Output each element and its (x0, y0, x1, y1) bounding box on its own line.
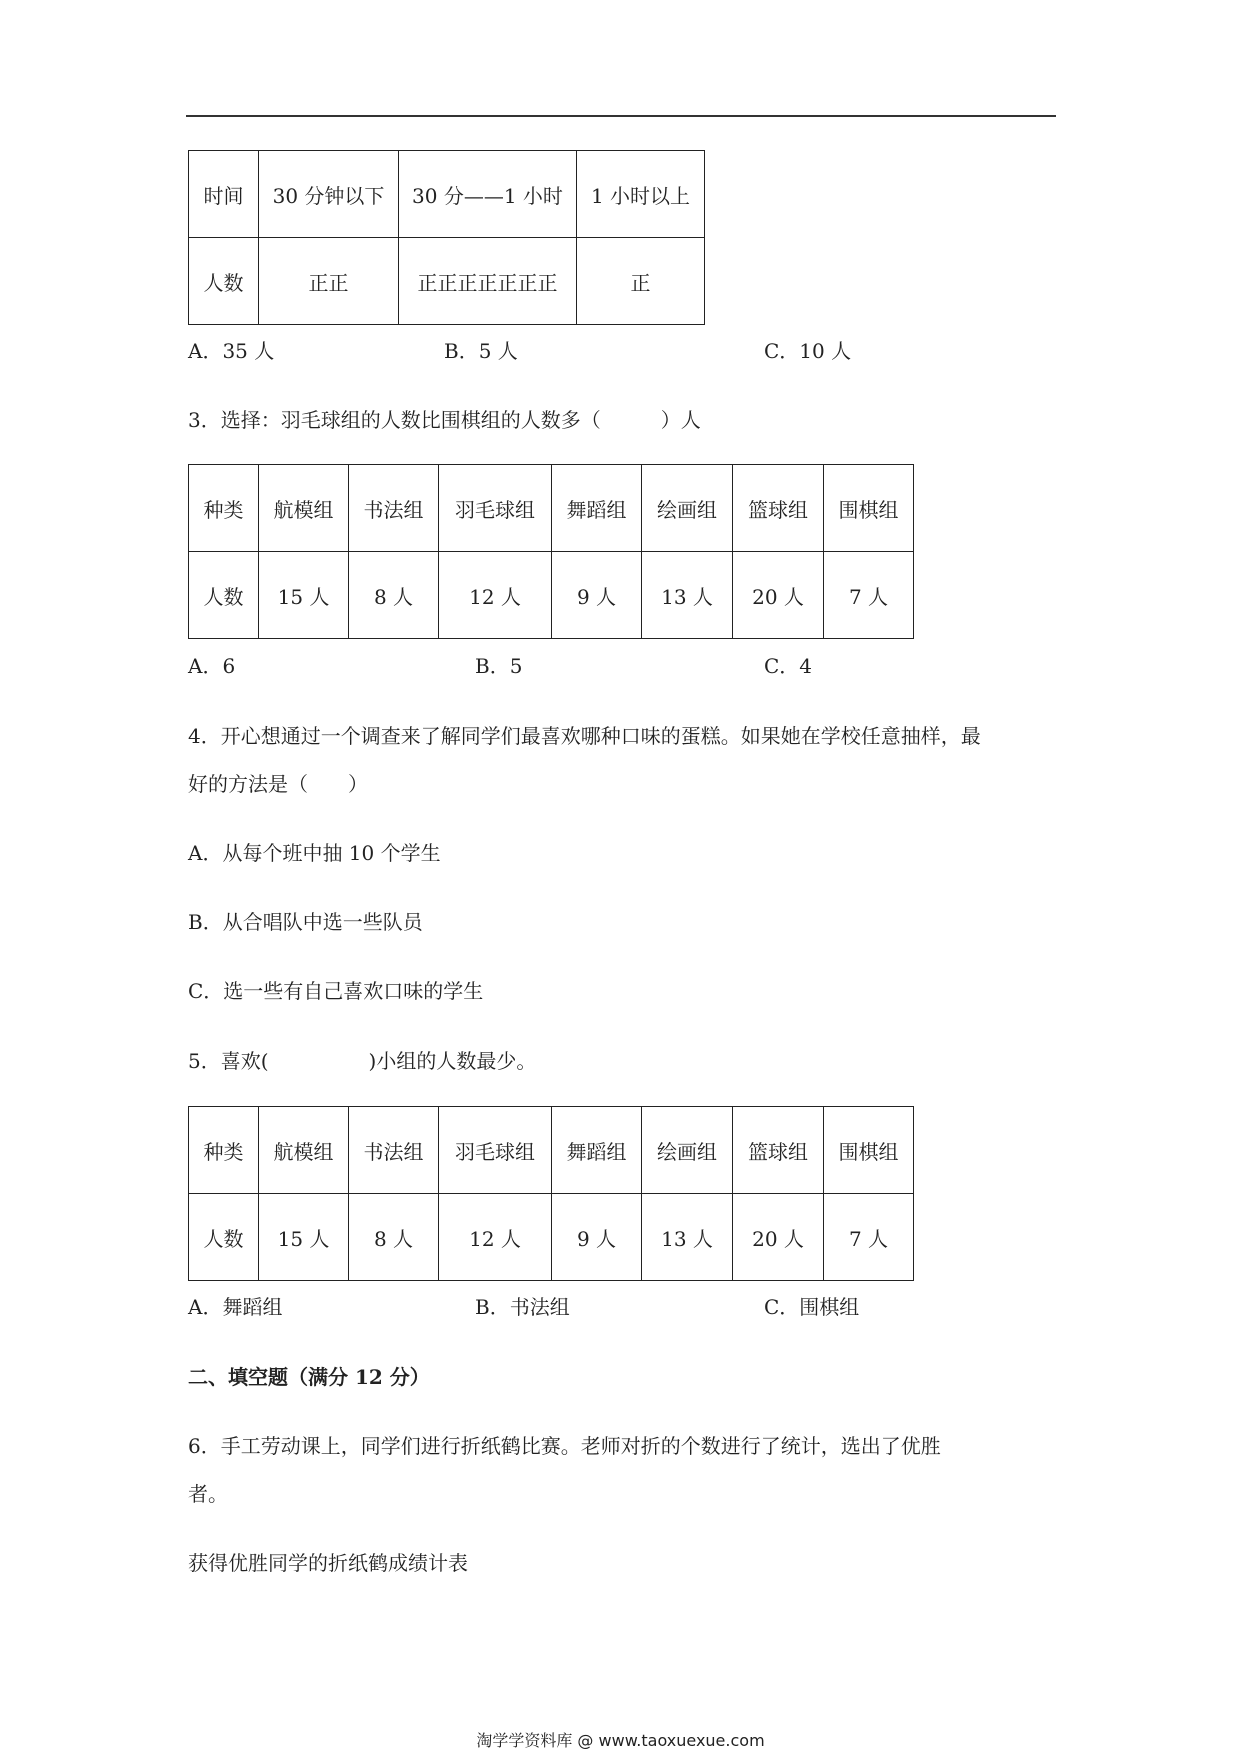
q4-option-a: A．从每个班中抽 10 个学生 (188, 841, 441, 865)
q3-option-b: B．5 (475, 654, 523, 678)
table-cell: 航模组 (259, 1107, 349, 1194)
table-cell: 7 人 (824, 552, 914, 639)
table-cell: 书法组 (349, 1107, 439, 1194)
table-cell: 围棋组 (824, 465, 914, 552)
table-cell: 篮球组 (733, 465, 824, 552)
section-heading: 二、填空题（满分 12 分） (188, 1365, 430, 1389)
table-cell: 9 人 (552, 552, 642, 639)
q6-caption: 获得优胜同学的折纸鹤成绩计表 (188, 1551, 468, 1575)
q3-option-a: A．6 (188, 654, 236, 678)
table-cell: 航模组 (259, 465, 349, 552)
q4-line2: 好的方法是（ ） (188, 772, 368, 796)
q3-table (188, 464, 914, 639)
q2-option-b: B．5 人 (444, 339, 518, 363)
table-cell: 羽毛球组 (439, 465, 552, 552)
top-rule (186, 115, 1056, 117)
table-cell: 人数 (189, 552, 259, 639)
table-cell: 30 分——1 小时 (399, 151, 577, 238)
q6-line2: 者。 (188, 1482, 228, 1506)
table-cell: 种类 (189, 1107, 259, 1194)
footer-watermark: 淘学学资料库 @ www.taoxuexue.com (476, 1731, 765, 1750)
q2-option-c: C．10 人 (764, 339, 852, 363)
table-cell: 书法组 (349, 465, 439, 552)
table-cell: 绘画组 (642, 465, 733, 552)
table-cell: 12 人 (439, 552, 552, 639)
table-cell: 绘画组 (642, 1107, 733, 1194)
table-cell: 正 (577, 238, 705, 325)
table-cell: 12 人 (439, 1194, 552, 1281)
q5-option-a: A．舞蹈组 (188, 1295, 283, 1319)
q3-option-c: C．4 (764, 654, 813, 678)
table-cell: 20 人 (733, 1194, 824, 1281)
table-cell: 30 分钟以下 (259, 151, 399, 238)
q5-option-b: B．书法组 (475, 1295, 570, 1319)
table-cell: 15 人 (259, 1194, 349, 1281)
table-cell: 13 人 (642, 1194, 733, 1281)
time-table (188, 150, 705, 325)
table-cell: 舞蹈组 (552, 1107, 642, 1194)
table-cell: 9 人 (552, 1194, 642, 1281)
table-cell: 舞蹈组 (552, 465, 642, 552)
table-cell: 羽毛球组 (439, 1107, 552, 1194)
table-cell: 正正正正正正正 (399, 238, 577, 325)
table-cell: 8 人 (349, 552, 439, 639)
q5-option-c: C．围棋组 (764, 1295, 860, 1319)
q3-question: 3．选择：羽毛球组的人数比围棋组的人数多（ ）人 (188, 408, 701, 432)
q4-option-b: B．从合唱队中选一些队员 (188, 910, 423, 934)
table-cell: 围棋组 (824, 1107, 914, 1194)
table-cell: 正正 (259, 238, 399, 325)
table-cell: 20 人 (733, 552, 824, 639)
table-cell: 人数 (189, 1194, 259, 1281)
q4-option-c: C．选一些有自己喜欢口味的学生 (188, 979, 484, 1003)
table-cell: 篮球组 (733, 1107, 824, 1194)
table-cell: 种类 (189, 465, 259, 552)
table-cell: 15 人 (259, 552, 349, 639)
table-cell: 8 人 (349, 1194, 439, 1281)
table-cell: 7 人 (824, 1194, 914, 1281)
table-cell: 13 人 (642, 552, 733, 639)
table-cell: 人数 (189, 238, 259, 325)
q2-option-a: A．35 人 (188, 339, 275, 363)
q5-question: 5．喜欢( )小组的人数最少。 (188, 1049, 537, 1073)
q4-line1: 4．开心想通过一个调查来了解同学们最喜欢哪种口味的蛋糕。如果她在学校任意抽样，最 (188, 724, 981, 748)
table-cell: 时间 (189, 151, 259, 238)
table-cell: 1 小时以上 (577, 151, 705, 238)
q5-table (188, 1106, 914, 1281)
q6-line1: 6．手工劳动课上，同学们进行折纸鹤比赛。老师对折的个数进行了统计，选出了优胜 (188, 1434, 941, 1458)
